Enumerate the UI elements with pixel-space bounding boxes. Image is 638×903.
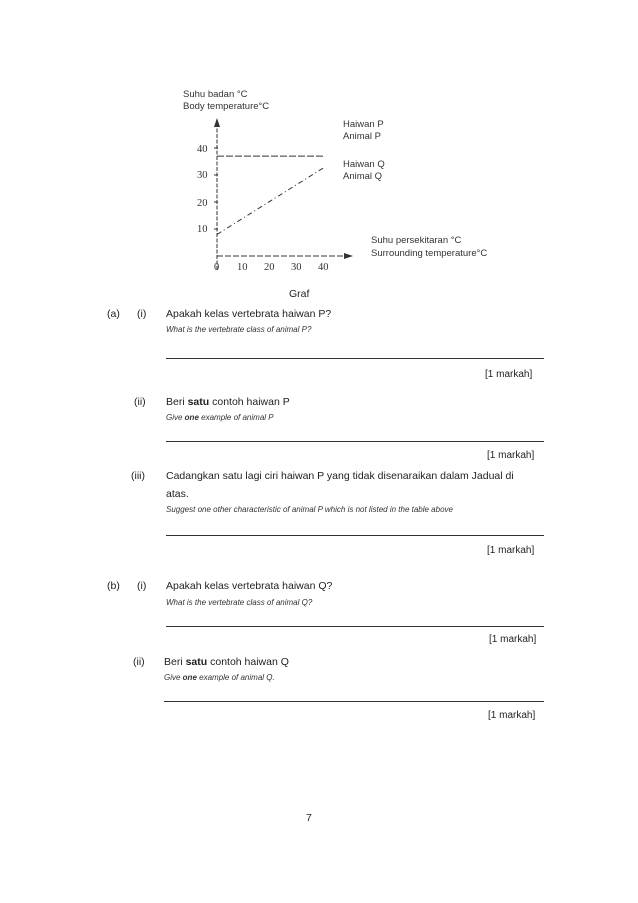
bold-word-satu: satu (187, 396, 210, 408)
question-a-i-number: (i) (137, 308, 147, 320)
question-b-i-english: What is the vertebrate class of animal Q? (166, 598, 313, 607)
x-tick-label-10: 10 (237, 262, 248, 273)
question-b-ii-malay: Beri satu contoh haiwan Q (164, 656, 289, 668)
x-axis-arrow (344, 253, 353, 259)
y-tick-label-40: 40 (197, 144, 208, 155)
x-tick-label-40: 40 (318, 262, 329, 273)
question-b-label: (b) (107, 580, 120, 592)
question-b-ii-english: Give one example of animal Q. (164, 673, 275, 682)
bold-word-one: one (184, 413, 199, 422)
series-label-haiwan-p: Haiwan P (343, 119, 384, 130)
y-tick-label-20: 20 (197, 198, 208, 209)
page-number: 7 (306, 812, 312, 824)
x-tick-label-0: 0 (214, 262, 220, 273)
y-axis-label-english: Body temperature°C (183, 101, 270, 112)
series-label-haiwan-q: Haiwan Q (343, 159, 385, 170)
answer-line-b-i[interactable] (166, 626, 544, 627)
x-tick-label-30: 30 (291, 262, 302, 273)
question-a-ii-malay: Beri satu contoh haiwan P (166, 396, 290, 408)
answer-line-a-ii[interactable] (166, 441, 544, 442)
x-axis-label-english: Surrounding temperature°C (371, 248, 488, 259)
question-a-label: (a) (107, 308, 120, 320)
question-a-i-malay: Apakah kelas vertebrata haiwan P? (166, 308, 332, 320)
question-a-ii-number: (ii) (134, 396, 146, 408)
answer-line-a-i[interactable] (166, 358, 544, 359)
y-tick-label-10: 10 (197, 224, 208, 235)
data-series (217, 156, 325, 234)
question-b-i-malay: Apakah kelas vertebrata haiwan Q? (166, 580, 333, 592)
marks-a-ii: [1 markah] (487, 450, 535, 461)
series-label-animal-q: Animal Q (343, 171, 383, 182)
bold-word-one: one (182, 673, 197, 682)
question-b-ii-number: (ii) (133, 656, 145, 668)
marks-b-i: [1 markah] (489, 634, 537, 645)
question-a-iii-malay-line2: atas. (166, 488, 189, 500)
x-tick-label-20: 20 (264, 262, 275, 273)
question-a-iii-number: (iii) (131, 470, 145, 482)
answer-line-a-iii[interactable] (166, 535, 544, 536)
marks-a-i: [1 markah] (485, 369, 533, 380)
question-a-iii-malay-line1: Cadangkan satu lagi ciri haiwan P yang tidak disenaraikan dalam Jadual di (166, 470, 514, 482)
y-tick-label-30: 30 (197, 170, 208, 181)
series-label-animal-p: Animal P (343, 131, 382, 142)
question-a-ii-english: Give one example of animal P (166, 413, 274, 422)
graph-caption: Graf (289, 288, 310, 300)
series-line-animal-q (217, 167, 325, 235)
question-a-iii-english: Suggest one other characteristic of animal P which is not listed in the table above (166, 505, 453, 514)
graph-plot-area (195, 110, 365, 280)
y-axis-arrow (214, 118, 220, 127)
bold-word-satu: satu (185, 656, 208, 668)
question-b-i-number: (i) (137, 580, 147, 592)
y-axis-label-malay: Suhu badan °C (183, 89, 248, 100)
marks-b-ii: [1 markah] (488, 710, 536, 721)
answer-line-b-ii[interactable] (164, 701, 544, 702)
question-a-i-english: What is the vertebrate class of animal P? (166, 325, 312, 334)
marks-a-iii: [1 markah] (487, 545, 535, 556)
x-axis-label-malay: Suhu persekitaran °C (371, 235, 462, 246)
